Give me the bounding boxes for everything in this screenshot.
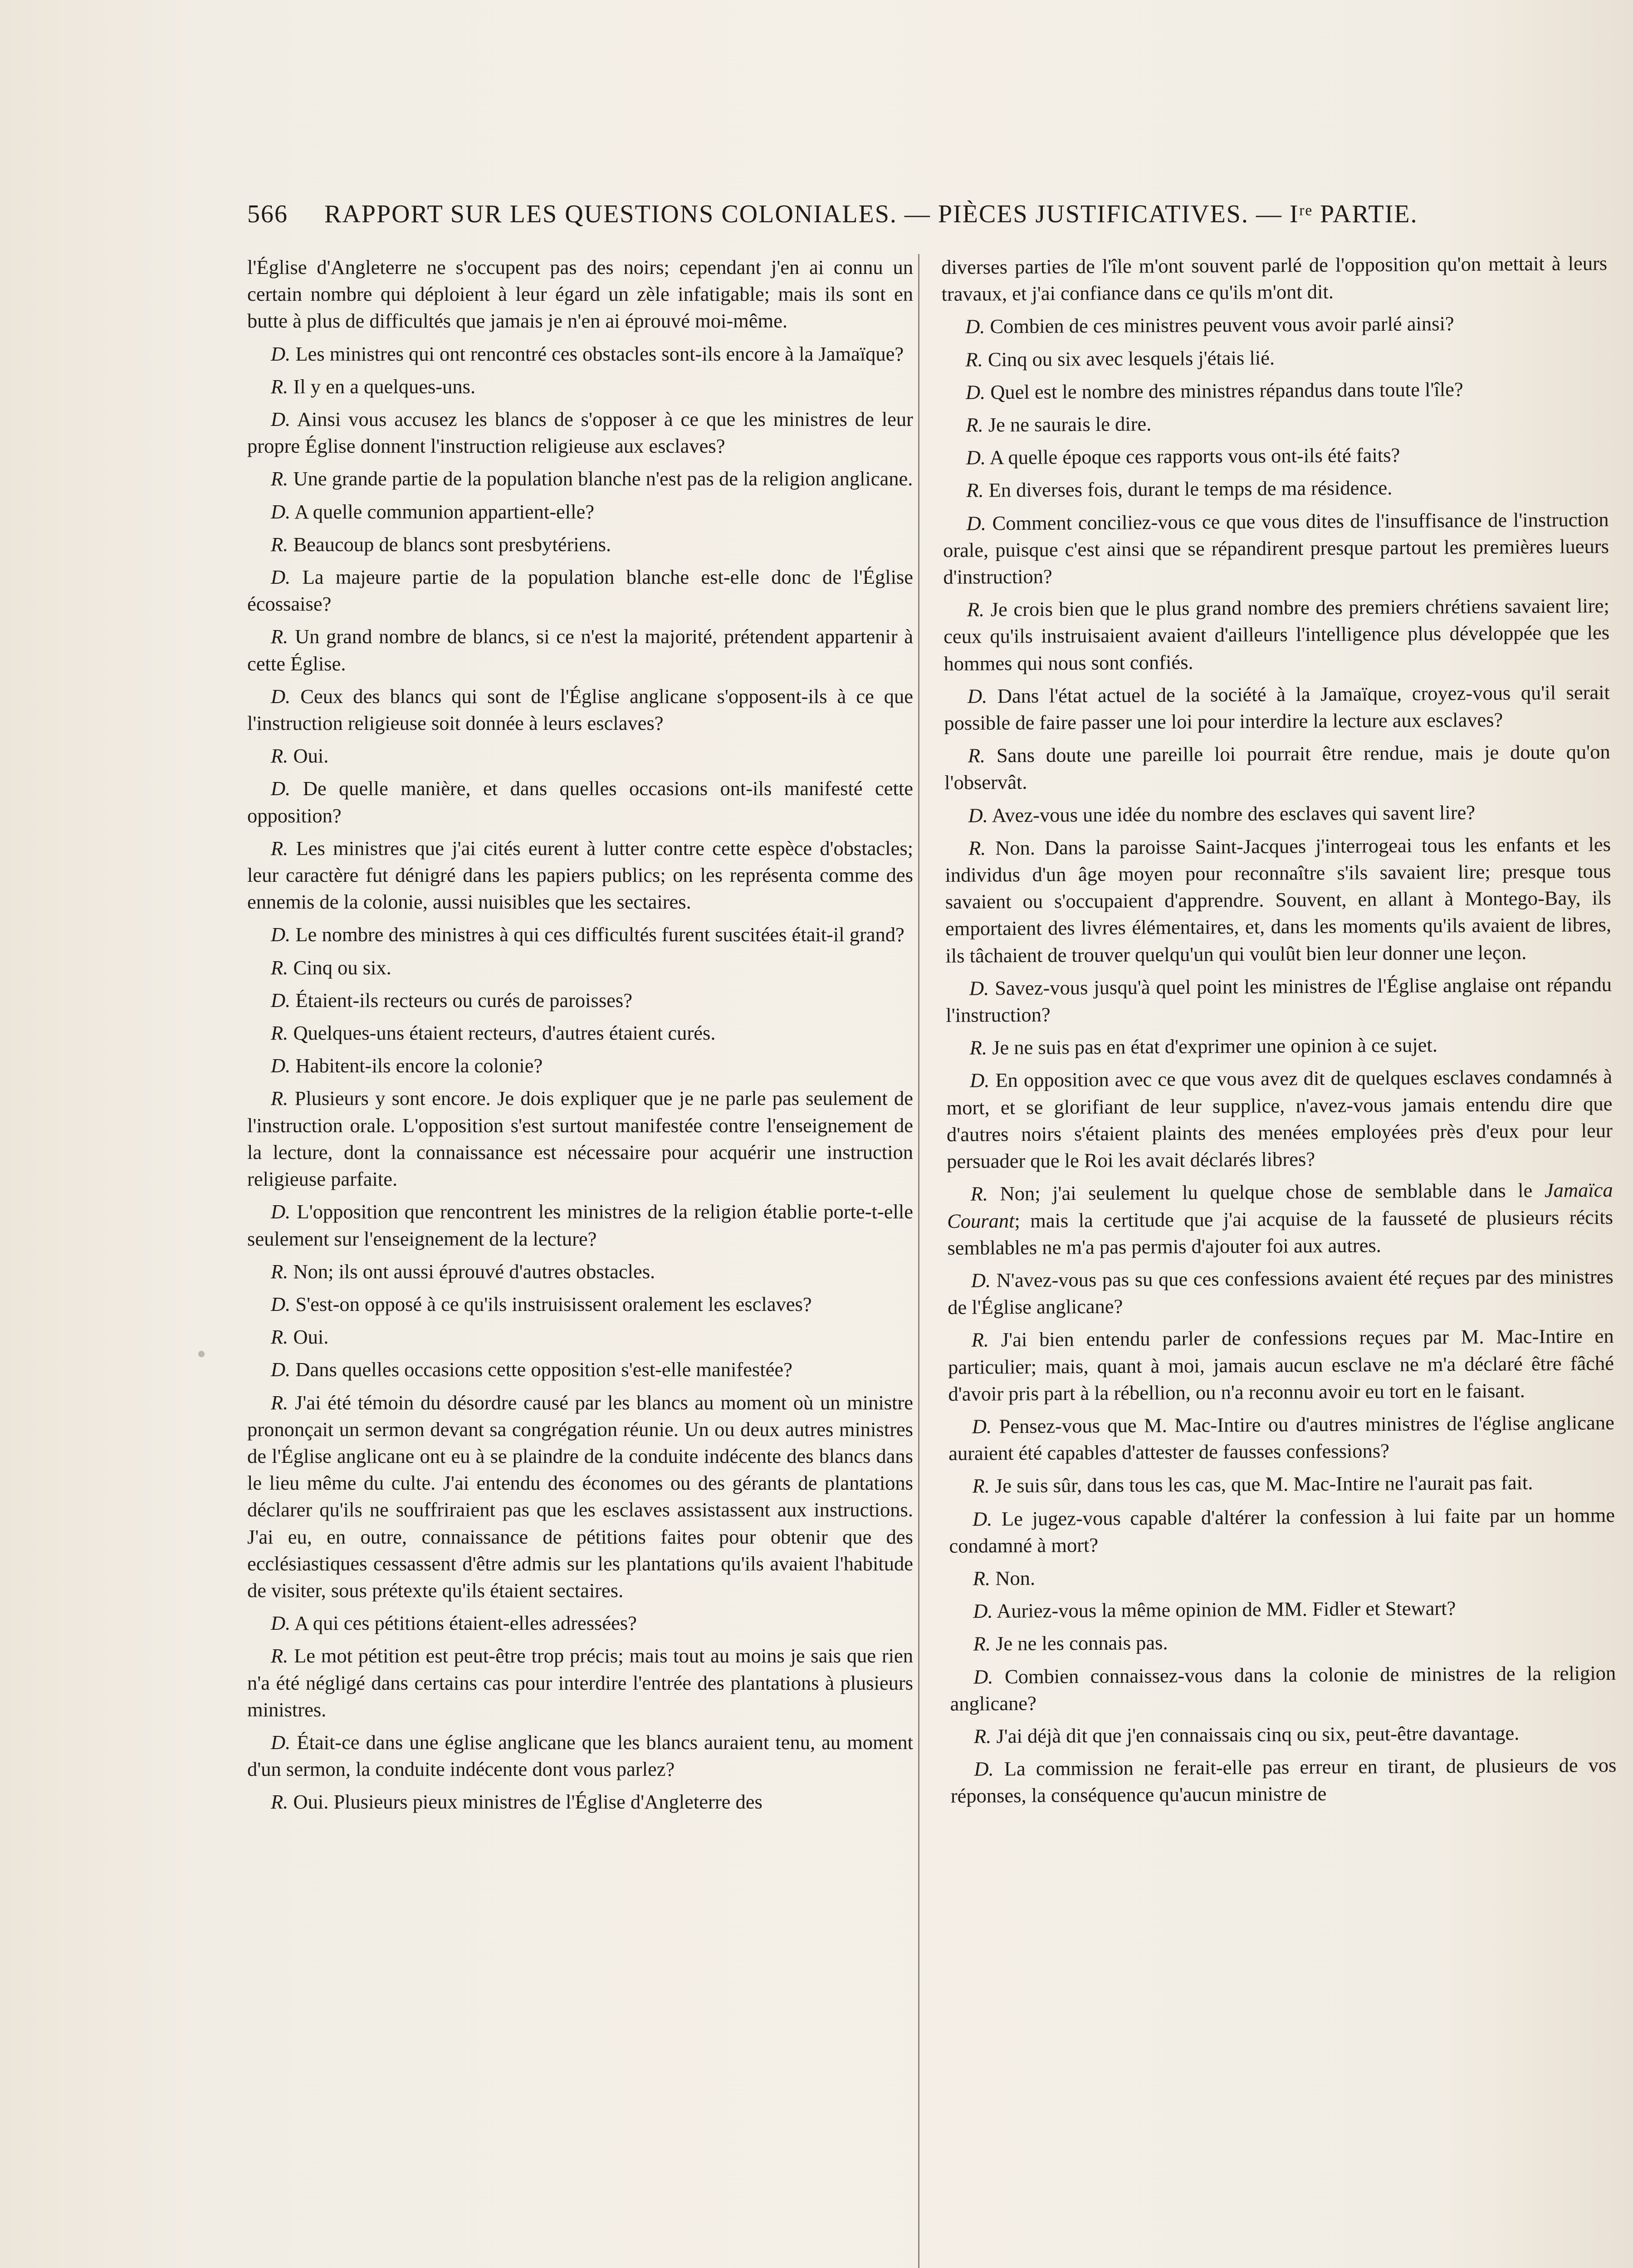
speaker-label: R. <box>271 1790 288 1813</box>
speaker-label: D. <box>271 684 291 708</box>
speaker-label: R. <box>973 1567 991 1590</box>
speaker-label: D. <box>271 1200 291 1223</box>
speaker-label: R. <box>966 479 984 502</box>
speaker-label: D. <box>271 566 291 589</box>
answer: R. Non. Dans la paroisse Saint-Jacques j'interrogeai tous les enfants et les individus d'un âge moyen pour reconnaître s'ils savaient lire; presque tous savaient ou s'occupaient d'apprendre. Souvent, en allant à Montego-Bay, ils emportaient des livres élémentaires, et, dans les moments qu'ils avaient de libres, ils tâchaient de trouver quelqu'un qui voulût bien leur donner une leçon. <box>945 832 1612 967</box>
answer: R. J'ai déjà dit que j'en connaissais cinq ou six, peut-être davantage. <box>973 1721 1520 1748</box>
speaker-label: R. <box>968 744 986 767</box>
speaker-label: D. <box>271 988 291 1012</box>
answer: R. Oui. <box>271 744 329 767</box>
answer: R. Beaucoup de blancs sont presbytériens. <box>271 533 611 556</box>
speaker-label: R. <box>271 1022 288 1045</box>
answer: R. Il y en a quelques-uns. <box>271 375 476 398</box>
speaker-label: R. <box>271 1391 288 1414</box>
speaker-label: D. <box>965 315 985 338</box>
speaker-label: R. <box>271 1644 288 1667</box>
paragraph: diverses parties de l'île m'ont souvent parlé de l'opposition qu'on mettait à leurs travaux, et j'ai confiance dans ce qu'ils m'ont dit. <box>941 252 1608 306</box>
speaker-label: D. <box>965 381 986 404</box>
answer: R. Une grande partie de la population blanche n'est pas de la religion anglicane. <box>271 467 913 490</box>
speaker-label: R. <box>271 533 288 556</box>
speaker-label: D. <box>969 977 989 1000</box>
speaker-label: R. <box>965 348 983 371</box>
question: D. Combien connaissez-vous dans la colonie de ministres de la religion anglicane? <box>950 1661 1616 1715</box>
question: D. N'avez-vous pas su que ces confessions avaient été reçues par des ministres de l'Église anglicane? <box>948 1265 1613 1319</box>
speaker-label: R. <box>973 1725 992 1748</box>
speaker-label: R. <box>968 836 986 860</box>
speaker-label: D. <box>972 1507 993 1530</box>
speaker-label: D. <box>271 1612 291 1635</box>
answer: R. En diverses fois, durant le temps de ma résidence. <box>966 476 1393 502</box>
question: D. Ainsi vous accusez les blancs de s'opposer à ce que les ministres de leur propre Église donnent l'instruction religieuse aux esclaves? <box>247 408 913 458</box>
answer: R. Oui. Plusieurs pieux ministres de l'Église d'Angleterre des <box>271 1790 763 1813</box>
speaker-label: D. <box>271 342 291 365</box>
speaker-label: D. <box>971 1269 991 1292</box>
speaker-label: D. <box>973 1665 993 1688</box>
speaker-label: R. <box>970 1182 988 1205</box>
speaker-label: D. <box>969 1069 990 1092</box>
speaker-label: R. <box>271 1325 288 1349</box>
answer: R. Cinq ou six avec lesquels j'étais lié. <box>965 346 1275 371</box>
question: D. Auriez-vous la même opinion de MM. Fidler et Stewart? <box>973 1597 1456 1623</box>
speaker-label: D. <box>966 512 987 535</box>
speaker-label: R. <box>969 1036 988 1059</box>
running-title: RAPPORT SUR LES QUESTIONS COLONIALES. — PIÈCES JUSTIFICATIVES. — Iʳᵉ PARTIE. <box>324 200 1418 228</box>
answer: R. Non. <box>973 1566 1036 1590</box>
question: D. Étaient-ils recteurs ou curés de paroisses? <box>271 988 633 1012</box>
question: D. Habitent-ils encore la colonie? <box>271 1054 543 1077</box>
question: D. Le jugez-vous capable d'altérer la confession à lui faite par un homme condamné à mort? <box>949 1503 1615 1557</box>
answer: R. Un grand nombre de blancs, si ce n'est la majorité, prétendent appartenir à cette Église. <box>247 625 913 675</box>
question: D. En opposition avec ce que vous avez dit de quelques esclaves condamnés à mort, et se glorifiant de leur supplice, n'avez-vous jamais entendu dire que d'autres noirs s'étaient plaints des menées employées près d'eux pour leur persuader que le Roi les avait déclarés libres? <box>946 1065 1613 1173</box>
question: D. De quelle manière, et dans quelles occasions ont-ils manifesté cette opposition? <box>247 777 913 827</box>
question: D. L'opposition que rencontrent les ministres de la religion établie porte-t-elle seulement sur l'enseignement de la lecture? <box>247 1200 913 1250</box>
speaker-label: R. <box>271 956 288 979</box>
answer: R. Je ne saurais le dire. <box>966 412 1152 436</box>
answer: R. J'ai été témoin du désordre causé par les blancs au moment où un ministre prononçait un sermon devant sa congrégation réunie. Un ou deux autres ministres de l'Église anglicane ont eu à se plaindre de la conduite indécente des blancs dans le lieu même du culte. J'ai entendu des économes ou des gérants de plantations déclarer qu'ils ne souffriraient pas que les esclaves assistassent aux instructions. J'ai eu, en outre, connaissance de pétitions faites pour obtenir que des ecclésiastiques cessassent d'être admis sur les plantations qu'ils avaient l'habitude de visiter, sous prétexte qu'ils étaient sectaires. <box>247 1391 913 1602</box>
answer: R. Je ne les connais pas. <box>973 1631 1168 1655</box>
answer: R. Quelques-uns étaient recteurs, d'autres étaient curés. <box>271 1022 716 1045</box>
speaker-label: D. <box>271 1730 291 1754</box>
question: D. S'est-on opposé à ce qu'ils instruisissent oralement les esclaves? <box>271 1292 812 1315</box>
speaker-label: R. <box>271 467 288 490</box>
question: D. La commission ne ferait-elle pas erreur en tirant, de plusieurs de vos réponses, la conséquence qu'aucun ministre de <box>950 1754 1617 1808</box>
answer: R. Oui. <box>271 1325 329 1349</box>
question: D. Pensez-vous que M. Mac-Intire ou d'autres ministres de l'église anglicane auraient été capables d'attester de fausses confessions? <box>948 1411 1614 1465</box>
running-header <box>247 200 1531 240</box>
answer: R. Je ne suis pas en état d'exprimer une opinion à ce sujet. <box>969 1033 1438 1059</box>
question: D. Était-ce dans une église anglicane que les blancs auraient tenu, au moment d'un sermon, la conduite indécente dont vous parlez? <box>247 1730 913 1781</box>
speaker-label: D. <box>974 1757 994 1780</box>
answer: R. Non; j'ai seulement lu quelque chose de semblable dans le Jamaïca Courant; mais la certitude que j'ai acquise de la fausseté de plusieurs récits semblables ne m'a pas permis d'ajouter foi aux autres. <box>947 1178 1613 1259</box>
answer: R. Sans doute une pareille loi pourrait être rendue, mais je doute qu'on l'observât. <box>944 740 1610 794</box>
speaker-label: D. <box>271 1358 291 1381</box>
question: D. Le nombre des ministres à qui ces difficultés furent suscitées était-il grand? <box>271 923 905 946</box>
right-column <box>941 250 1620 2268</box>
question: D. Combien de ces ministres peuvent vous avoir parlé ainsi? <box>965 312 1454 338</box>
speaker-label: R. <box>973 1632 991 1655</box>
question: D. Dans l'état actuel de la société à la Jamaïque, croyez-vous qu'il serait possible de faire passer une loi pour interdire la lecture aux esclaves? <box>944 680 1610 735</box>
question: D. A quelle communion appartient-elle? <box>271 500 595 523</box>
page-number: 566 <box>247 200 288 228</box>
newspaper-title: Jamaïca Courant <box>947 1178 1613 1232</box>
speaker-label: D. <box>271 777 291 800</box>
speaker-label: D. <box>271 923 291 946</box>
answer: R. Je crois bien que le plus grand nombre des premiers chrétiens savaient lire; ceux qu'ils instruisaient avaient d'ailleurs l'intelligence plus développée que les hommes qui nous sont confiés. <box>943 594 1610 675</box>
speaker-label: R. <box>271 1087 288 1110</box>
paragraph: l'Église d'Angleterre ne s'occupent pas des noirs; cependant j'en ai connu un certain nombre qui déploient à leur égard un zèle infatigable; mais ils sont en butte à plus de difficultés que jamais je n'en ai éprouvé moi-même. <box>247 256 913 332</box>
question: D. Savez-vous jusqu'à quel point les ministres de l'Église anglaise ont répandu l'instruction? <box>946 973 1612 1027</box>
speaker-label: D. <box>271 1054 291 1077</box>
speaker-label: R. <box>271 625 288 648</box>
answer: R. Cinq ou six. <box>271 956 391 979</box>
speaker-label: D. <box>972 1415 992 1438</box>
speaker-label: D. <box>271 1292 291 1315</box>
answer: R. Je suis sûr, dans tous les cas, que M. Mac-Intire ne l'aurait pas fait. <box>972 1471 1533 1497</box>
question: D. A quelle époque ces rapports vous ont-ils été faits? <box>966 444 1400 469</box>
speaker-label: R. <box>271 744 288 767</box>
speaker-label: D. <box>967 684 988 708</box>
speaker-label: R. <box>271 836 288 860</box>
speaker-label: D. <box>271 408 291 431</box>
question: D. Les ministres qui ont rencontré ces obstacles sont-ils encore à la Jamaïque? <box>271 342 904 365</box>
ink-spot <box>198 1351 205 1357</box>
question: D. Dans quelles occasions cette opposition s'est-elle manifestée? <box>271 1358 792 1381</box>
answer: R. Le mot pétition est peut-être trop précis; mais tout au moins je sais que rien n'a été négligé dans certains cas pour interdire l'entrée des plantations à plusieurs ministres. <box>247 1644 913 1721</box>
left-column <box>247 254 913 2268</box>
column-divider <box>918 254 919 2268</box>
speaker-label: D. <box>973 1599 993 1623</box>
speaker-label: D. <box>966 446 986 469</box>
speaker-label: D. <box>968 804 988 827</box>
speaker-label: R. <box>972 1474 990 1497</box>
question: D. Ceux des blancs qui sont de l'Église anglicane s'opposent-ils à ce que l'instruction religieuse soit donnée à leurs esclaves? <box>247 684 913 735</box>
answer: R. Les ministres que j'ai cités eurent à lutter contre cette espèce d'obstacles; leur caractère fut dénigré dans les papiers publics; on les représenta comme des ennemis de la colonie, aussi nuisibles que les sectaires. <box>247 836 913 914</box>
question: D. Quel est le nombre des ministres répandus dans toute l'île? <box>965 377 1463 404</box>
question: D. Avez-vous une idée du nombre des esclaves qui savent lire? <box>968 801 1476 827</box>
question: D. La majeure partie de la population blanche est-elle donc de l'Église écossaise? <box>247 566 913 616</box>
speaker-label: R. <box>271 375 288 398</box>
speaker-label: R. <box>971 1328 989 1351</box>
answer: R. Plusieurs y sont encore. Je dois expliquer que je ne parle pas seulement de l'instruction orale. L'opposition s'est surtout manifestée contre l'enseignement de la lecture, dont la connaissance est nécessaire pour acquérir une instruction religieuse parfaite. <box>247 1087 913 1191</box>
speaker-label: D. <box>271 500 291 523</box>
speaker-label: R. <box>966 413 983 436</box>
question: D. A qui ces pétitions étaient-elles adressées? <box>271 1612 637 1635</box>
answer: R. J'ai bien entendu parler de confessions reçues par M. Mac-Intire en particulier; mais, quant à moi, jamais aucun esclave ne m'a déclaré être fâché d'avoir pris part à la rébellion, ou n'a reconnu avoir eu tort en le faisant. <box>948 1325 1614 1405</box>
question: D. Comment conciliez-vous ce que vous dites de l'insuffisance de l'instruction orale, puisque c'est ainsi que se répandirent presque partout les premières lueurs d'instruction? <box>943 508 1609 589</box>
answer: R. Non; ils ont aussi éprouvé d'autres obstacles. <box>271 1260 655 1283</box>
speaker-label: R. <box>967 598 985 621</box>
speaker-label: R. <box>271 1260 288 1283</box>
